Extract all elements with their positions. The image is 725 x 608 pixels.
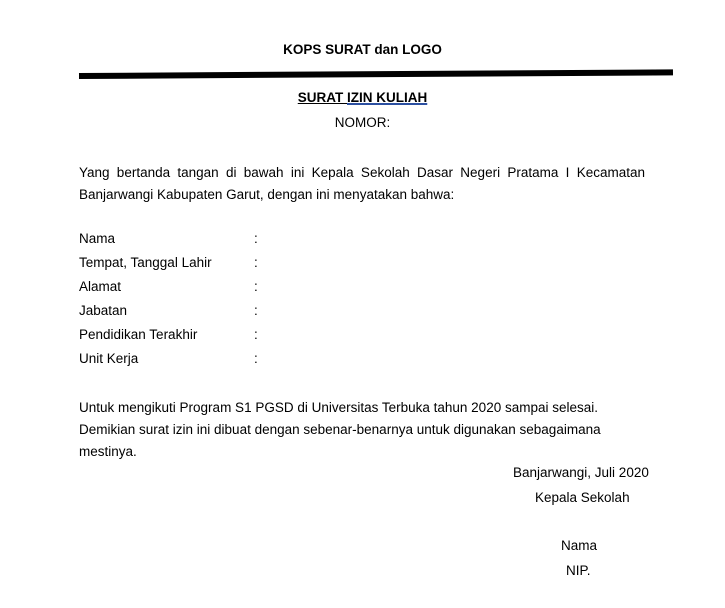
field-colon: : [254, 279, 258, 294]
field-row-nama [79, 229, 479, 253]
field-colon: : [254, 255, 258, 270]
signature-role: Kepala Sekolah [535, 490, 630, 505]
field-row-alamat [79, 277, 479, 301]
signature-nip: NIP. [566, 563, 591, 578]
field-label: Pendidikan Terakhir [79, 327, 198, 342]
identity-fields [79, 229, 479, 373]
field-row-pendidikan-terakhir [79, 325, 479, 349]
field-colon: : [254, 231, 258, 246]
intro-paragraph: Yang bertanda tangan di bawah ini Kepala Sekolah Dasar Negeri Pratama I Kecamatan Banjarwangi Kabupaten Garut, dengan ini menyatakan bahwa: [79, 165, 645, 202]
field-label: Tempat, Tanggal Lahir [79, 255, 212, 270]
letter-title-part2: IZIN KULIAH [347, 90, 428, 105]
field-label: Alamat [79, 279, 122, 294]
field-colon: : [254, 327, 258, 342]
letterhead-divider [79, 69, 673, 79]
signature-name: Nama [561, 538, 598, 553]
letter-title [0, 90, 725, 105]
field-label: Jabatan [79, 303, 128, 318]
field-colon: : [254, 303, 258, 318]
field-label: Nama [79, 231, 116, 246]
field-row-unit-kerja [79, 349, 479, 373]
closing-paragraph: Untuk mengikuti Program S1 PGSD di Universitas Terbuka tahun 2020 sampai selesai. Demikian surat izin ini dibuat dengan sebenar-benarnya untuk digunakan sebagaimana mestinya. [79, 400, 601, 459]
field-label: Unit Kerja [79, 351, 139, 366]
field-row-jabatan [79, 301, 479, 325]
letterhead-placeholder: KOPS SURAT dan LOGO [283, 42, 442, 57]
letter-number: NOMOR: [334, 115, 391, 130]
letter-title-part1: SURAT [297, 90, 347, 105]
signature-place-date: Banjarwangi, Juli 2020 [513, 465, 649, 480]
field-colon: : [254, 351, 258, 366]
field-row-tempat-tanggal-lahir [79, 253, 479, 277]
